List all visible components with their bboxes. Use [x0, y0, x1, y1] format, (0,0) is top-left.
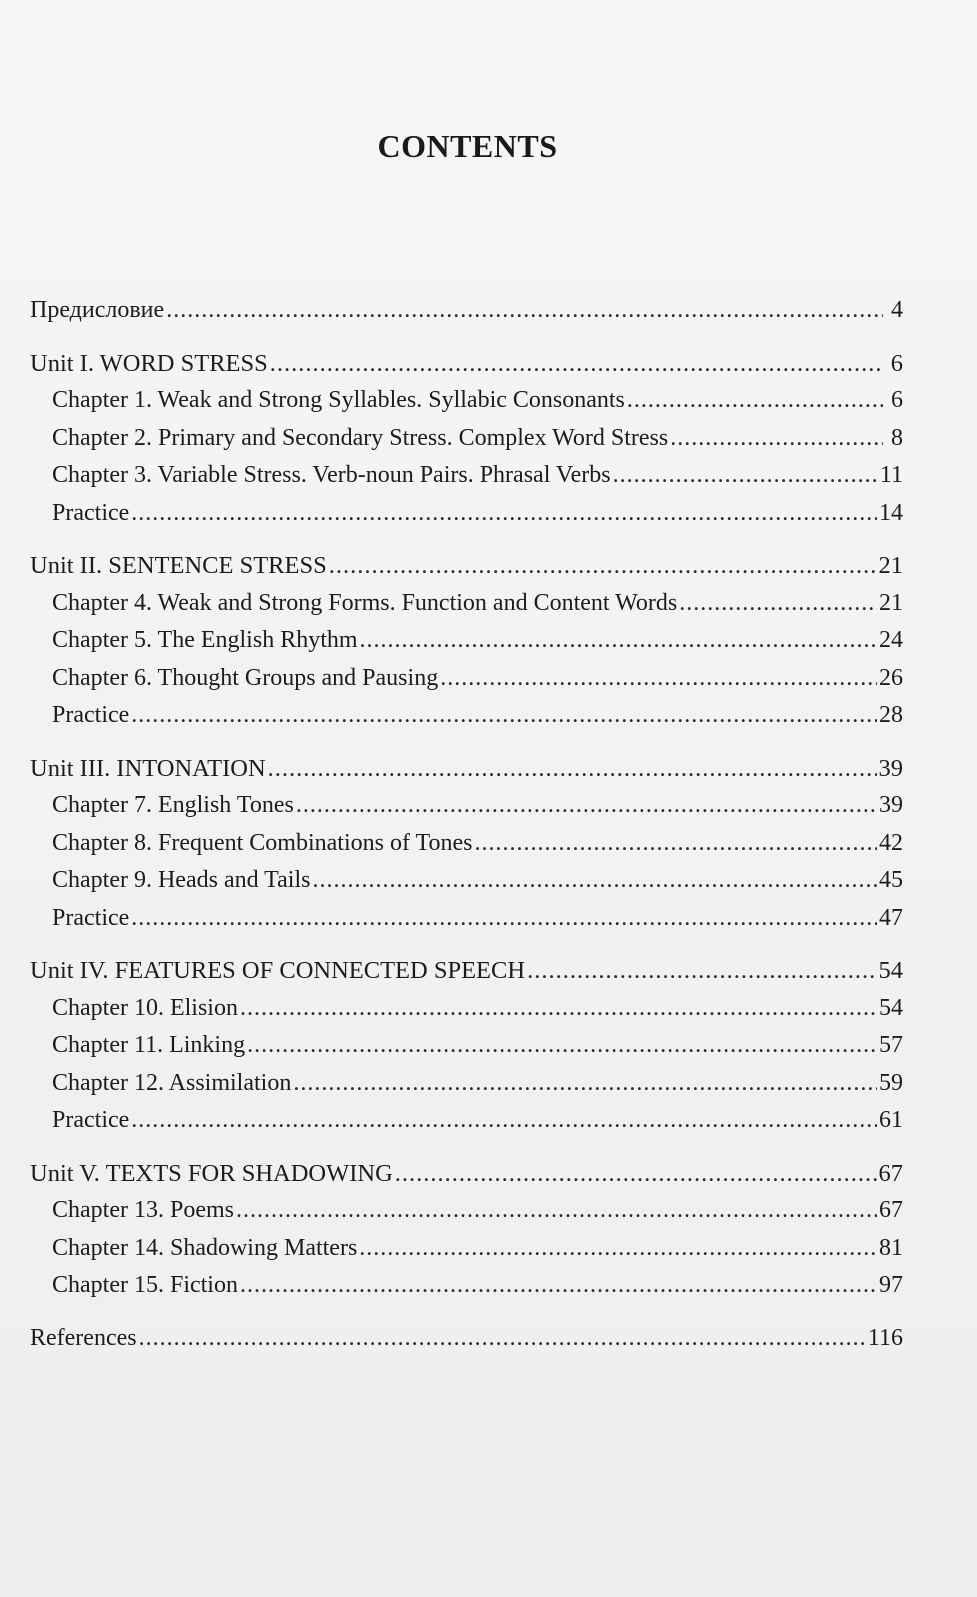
- toc-entry-chapter-13[interactable]: [30, 1192, 903, 1230]
- toc-entry-label: Unit III. INTONATION: [30, 754, 266, 782]
- dot-leader: [312, 862, 877, 900]
- toc-entry-label: Chapter 7. English Tones: [52, 792, 294, 818]
- toc-entry-chapter-6[interactable]: [30, 660, 903, 698]
- toc-entry-chapter-10[interactable]: [30, 990, 903, 1028]
- toc-page-number: 28: [879, 702, 903, 728]
- toc-page-number: 54: [879, 994, 903, 1021]
- dot-leader: [670, 420, 883, 458]
- toc-page-number: 59: [879, 1069, 903, 1096]
- toc-entry-label: Chapter 8. Frequent Combinations of Tones: [52, 829, 473, 856]
- toc-entry-practice-4[interactable]: [30, 1102, 903, 1140]
- toc-entry-label: Unit I. WORD STRESS: [30, 349, 268, 377]
- dot-leader: [360, 622, 877, 660]
- toc-page-number: 45: [879, 867, 903, 893]
- dot-leader: [293, 1065, 877, 1103]
- dot-leader: [247, 1027, 877, 1065]
- toc-entry-label: Unit II. SENTENCE STRESS: [30, 552, 327, 579]
- toc-entry-chapter-3[interactable]: [30, 457, 903, 495]
- dot-leader: [236, 1192, 877, 1230]
- dot-leader: [240, 1267, 877, 1305]
- dot-leader: [475, 825, 878, 863]
- toc-page-number: 116: [867, 1324, 903, 1351]
- toc-entry-label: Chapter 1. Weak and Strong Syllables. Syllabic Consonants: [52, 387, 625, 413]
- toc-entry-chapter-14[interactable]: [30, 1230, 903, 1268]
- toc-page-number: 42: [879, 829, 903, 856]
- dot-leader: [139, 1320, 866, 1358]
- toc-entry-label: Chapter 12. Assimilation: [52, 1069, 292, 1096]
- toc-entry-label: Chapter 13. Poems: [52, 1197, 234, 1223]
- dot-leader: [240, 990, 877, 1028]
- table-of-contents: [30, 292, 903, 1357]
- toc-entry-label: Предисловие: [30, 297, 165, 323]
- dot-leader: [395, 1155, 877, 1193]
- toc-entry-chapter-15[interactable]: [30, 1267, 903, 1305]
- dot-leader: [440, 660, 877, 698]
- toc-entry-label: Chapter 3. Variable Stress. Verb-noun Pairs. Phrasal Verbs: [52, 462, 611, 488]
- toc-entry-label: Practice: [52, 702, 130, 728]
- toc-entry-unit-1[interactable]: [30, 345, 903, 383]
- toc-entry-practice-1[interactable]: [30, 495, 903, 533]
- toc-page-number: 97: [879, 1272, 903, 1298]
- toc-entry-label: Unit V. TEXTS FOR SHADOWING: [30, 1159, 393, 1187]
- toc-entry-chapter-2[interactable]: [30, 420, 903, 458]
- toc-entry-label: References: [30, 1324, 137, 1351]
- toc-entry-chapter-1[interactable]: [30, 382, 903, 420]
- toc-entry-unit-5[interactable]: [30, 1155, 903, 1193]
- toc-entry-label: Chapter 5. The English Rhythm: [52, 627, 358, 653]
- toc-entry-chapter-4[interactable]: [30, 585, 903, 623]
- toc-entry-chapter-12[interactable]: [30, 1065, 903, 1103]
- toc-page-number: 61: [879, 1107, 903, 1133]
- toc-page-number: 67: [879, 1197, 903, 1223]
- toc-entry-label: Practice: [52, 499, 130, 526]
- toc-page-number: 8: [891, 424, 903, 451]
- dot-leader: [627, 382, 883, 420]
- dot-leader: [131, 900, 877, 938]
- toc-page-number: 54: [878, 957, 903, 984]
- toc-page-number: 11: [879, 462, 903, 488]
- toc-entry-label: Practice: [52, 904, 130, 931]
- toc-page-number: 67: [878, 1159, 903, 1187]
- toc-page-number: 47: [879, 904, 903, 931]
- dot-leader: [131, 495, 877, 533]
- dot-leader: [359, 1230, 877, 1268]
- toc-entry-label: Chapter 14. Shadowing Matters: [52, 1234, 358, 1261]
- toc-entry-preface[interactable]: [30, 292, 903, 330]
- dot-leader: [679, 585, 877, 623]
- toc-entry-practice-2[interactable]: [30, 697, 903, 735]
- dot-leader: [131, 697, 877, 735]
- dot-leader: [131, 1102, 877, 1140]
- toc-page-number: 6: [890, 349, 903, 377]
- dot-leader: [270, 345, 883, 383]
- toc-entry-unit-2[interactable]: [30, 547, 903, 585]
- toc-entry-unit-3[interactable]: [30, 750, 903, 788]
- toc-entry-label: Chapter 15. Fiction: [52, 1272, 238, 1298]
- toc-entry-label: Practice: [52, 1107, 130, 1133]
- toc-entry-label: Unit IV. FEATURES OF CONNECTED SPEECH: [30, 957, 526, 984]
- toc-entry-references[interactable]: [30, 1320, 903, 1358]
- toc-page-number: 4: [891, 297, 903, 323]
- dot-leader: [296, 787, 877, 825]
- toc-entry-label: Chapter 4. Weak and Strong Forms. Function and Content Words: [52, 589, 678, 616]
- toc-page-number: 6: [891, 387, 903, 413]
- toc-page-number: 24: [879, 627, 903, 653]
- toc-entry-label: Chapter 6. Thought Groups and Pausing: [52, 664, 439, 691]
- dot-leader: [329, 547, 877, 585]
- toc-entry-chapter-8[interactable]: [30, 825, 903, 863]
- toc-page-number: 14: [879, 499, 903, 526]
- toc-page-number: 39: [878, 754, 903, 782]
- dot-leader: [268, 750, 877, 788]
- toc-entry-chapter-7[interactable]: [30, 787, 903, 825]
- toc-entry-label: Chapter 9. Heads and Tails: [52, 867, 311, 893]
- dot-leader: [613, 457, 878, 495]
- toc-entry-label: Chapter 10. Elision: [52, 994, 238, 1021]
- toc-page-number: 57: [879, 1032, 903, 1058]
- dot-leader: [166, 292, 883, 330]
- dot-leader: [527, 952, 876, 990]
- toc-entry-label: Chapter 2. Primary and Secondary Stress. Complex Word Stress: [52, 424, 669, 451]
- toc-page-number: 21: [878, 552, 903, 579]
- toc-page-number: 26: [879, 664, 903, 691]
- toc-entry-label: Chapter 11. Linking: [52, 1032, 246, 1058]
- toc-page-number: 81: [879, 1234, 903, 1261]
- toc-entry-chapter-5[interactable]: [30, 622, 903, 660]
- toc-page-number: 39: [879, 792, 903, 818]
- toc-entry-practice-3[interactable]: [30, 900, 903, 938]
- toc-entry-chapter-9[interactable]: [30, 862, 903, 900]
- toc-entry-chapter-11[interactable]: [30, 1027, 903, 1065]
- toc-page-number: 21: [879, 589, 903, 616]
- toc-entry-unit-4[interactable]: [30, 952, 903, 990]
- page-title: CONTENTS: [377, 128, 558, 164]
